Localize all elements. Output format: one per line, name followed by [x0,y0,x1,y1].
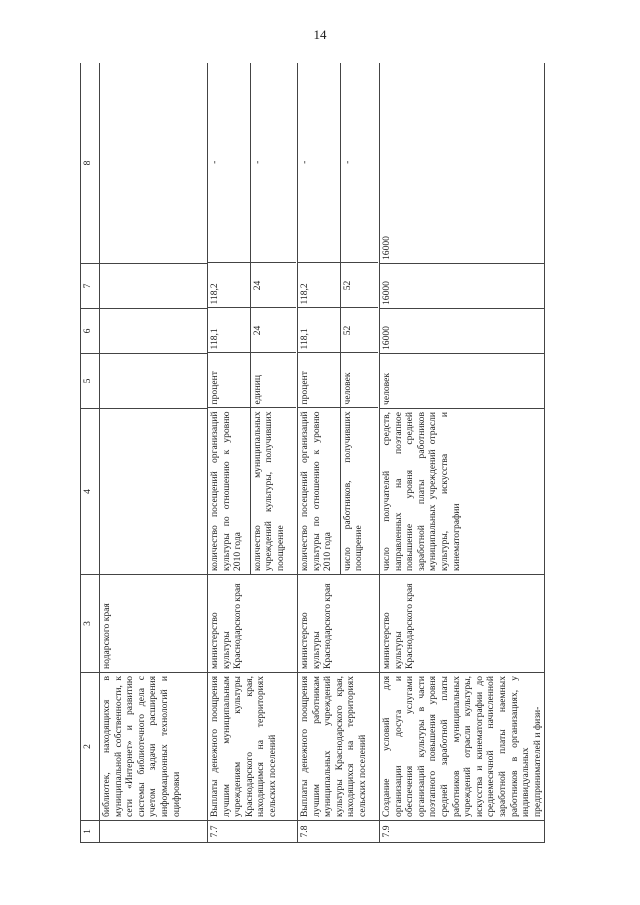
indicator-unit: человек [380,354,545,409]
col-header-8: 8 [81,63,100,264]
col-header-7: 7 [81,264,100,309]
indicator-value-6: 16000 [380,309,545,354]
row-number: 7.8 [298,821,380,843]
indicator-value-8: - [208,63,250,263]
indicator-row [208,63,250,574]
col-header-2: 2 [81,673,100,821]
row-number [100,821,208,843]
indicator-value-7: 24 [250,263,296,308]
measure-description: Выплаты денежного поощрения лучшим муниципальным учреждениям культуры Краснодарского края, находящимся на территориях сельских поселений [208,673,298,821]
indicator-value-6: 118,1 [298,308,340,353]
indicators-cell [298,63,380,575]
col-header-6: 6 [81,309,100,354]
indicator-row [250,63,296,574]
indicator-name: число работников, получивших поощрение [341,411,365,571]
indicator-value-8: - [250,63,296,263]
col-header-4: 4 [81,409,100,575]
row-number: 7.9 [380,821,545,843]
col-header-5: 5 [81,354,100,409]
indicator-unit: процент [208,353,250,408]
indicator-name: количество муниципальных учреждений культуры, получивших поощрение [251,411,286,571]
indicator-name: число получателей средств, направленных на поэтапное повышение уровня средней заработной платы работников муниципальных учреждений отрасли культуры, искусства и кинематографии [380,409,545,575]
indicator-row [340,63,378,574]
indicator-value-6: 52 [340,308,378,353]
header-row [81,63,100,843]
rotated-table-container [80,63,600,843]
indicator-value-8: - [340,63,378,263]
indicator-name: количество посещений организаций культуры по отношению к уровню 2010 года [298,408,340,574]
col-header-3: 3 [81,575,100,673]
indicator-unit: единиц [250,353,296,408]
indicator-row [298,63,340,574]
indicator-value-7: 52 [340,263,378,308]
indicator-name: количество посещений организаций культуры по отношению к уровню 2010 года [208,408,250,574]
page-number: 14 [313,27,327,42]
indicator-value-8: 16000 [380,63,545,264]
indicator-value-8: - [298,63,340,263]
indicator-value-6: 118,1 [208,308,250,353]
indicator-unit: человек [340,353,378,408]
indicator-value-7: 118,2 [298,263,340,308]
indicator-unit: процент [298,353,340,408]
executor: министерство культуры Краснодарского края [380,575,545,673]
measure-description: Создание условий для организации досуга и обеспечения услугами организаций культуры в части поэтапного повышения уровня средней заработной платы работников муниципальных учреждений отрасли культуры, искусства и кинематографии до среднемесячной начисленной заработной платы наемных работников в организациях, у индивидуальных предпринимателей и физи- [380,673,545,821]
table-row [208,63,298,843]
row-number: 7.7 [208,821,298,843]
indicators-cell [208,63,298,575]
executor: нодарского края [100,575,208,673]
executor: министерство культуры Краснодарского края [208,575,298,673]
executor: министерство культуры Краснодарского края [298,575,380,673]
indicator-value-6: 24 [250,308,296,353]
measure-description: библиотек, находящихся в муниципальной собственности, к сети «Интернет» и развитию системы библиотечного дела с учетом задачи расширения информационных технологий и оцифровки [100,673,208,821]
program-measures-table [80,63,600,843]
indicator-value-7: 118,2 [208,263,250,308]
table-row [298,63,380,843]
indicator-value-7: 16000 [380,264,545,309]
measure-description: Выплаты денежного поощрения лучшим работникам муниципальных учреждений культуры Краснодарского края, находящихся на территориях сельских поселений [298,673,380,821]
table-row [100,63,208,843]
table-row [380,63,545,843]
col-header-1: 1 [81,821,100,843]
